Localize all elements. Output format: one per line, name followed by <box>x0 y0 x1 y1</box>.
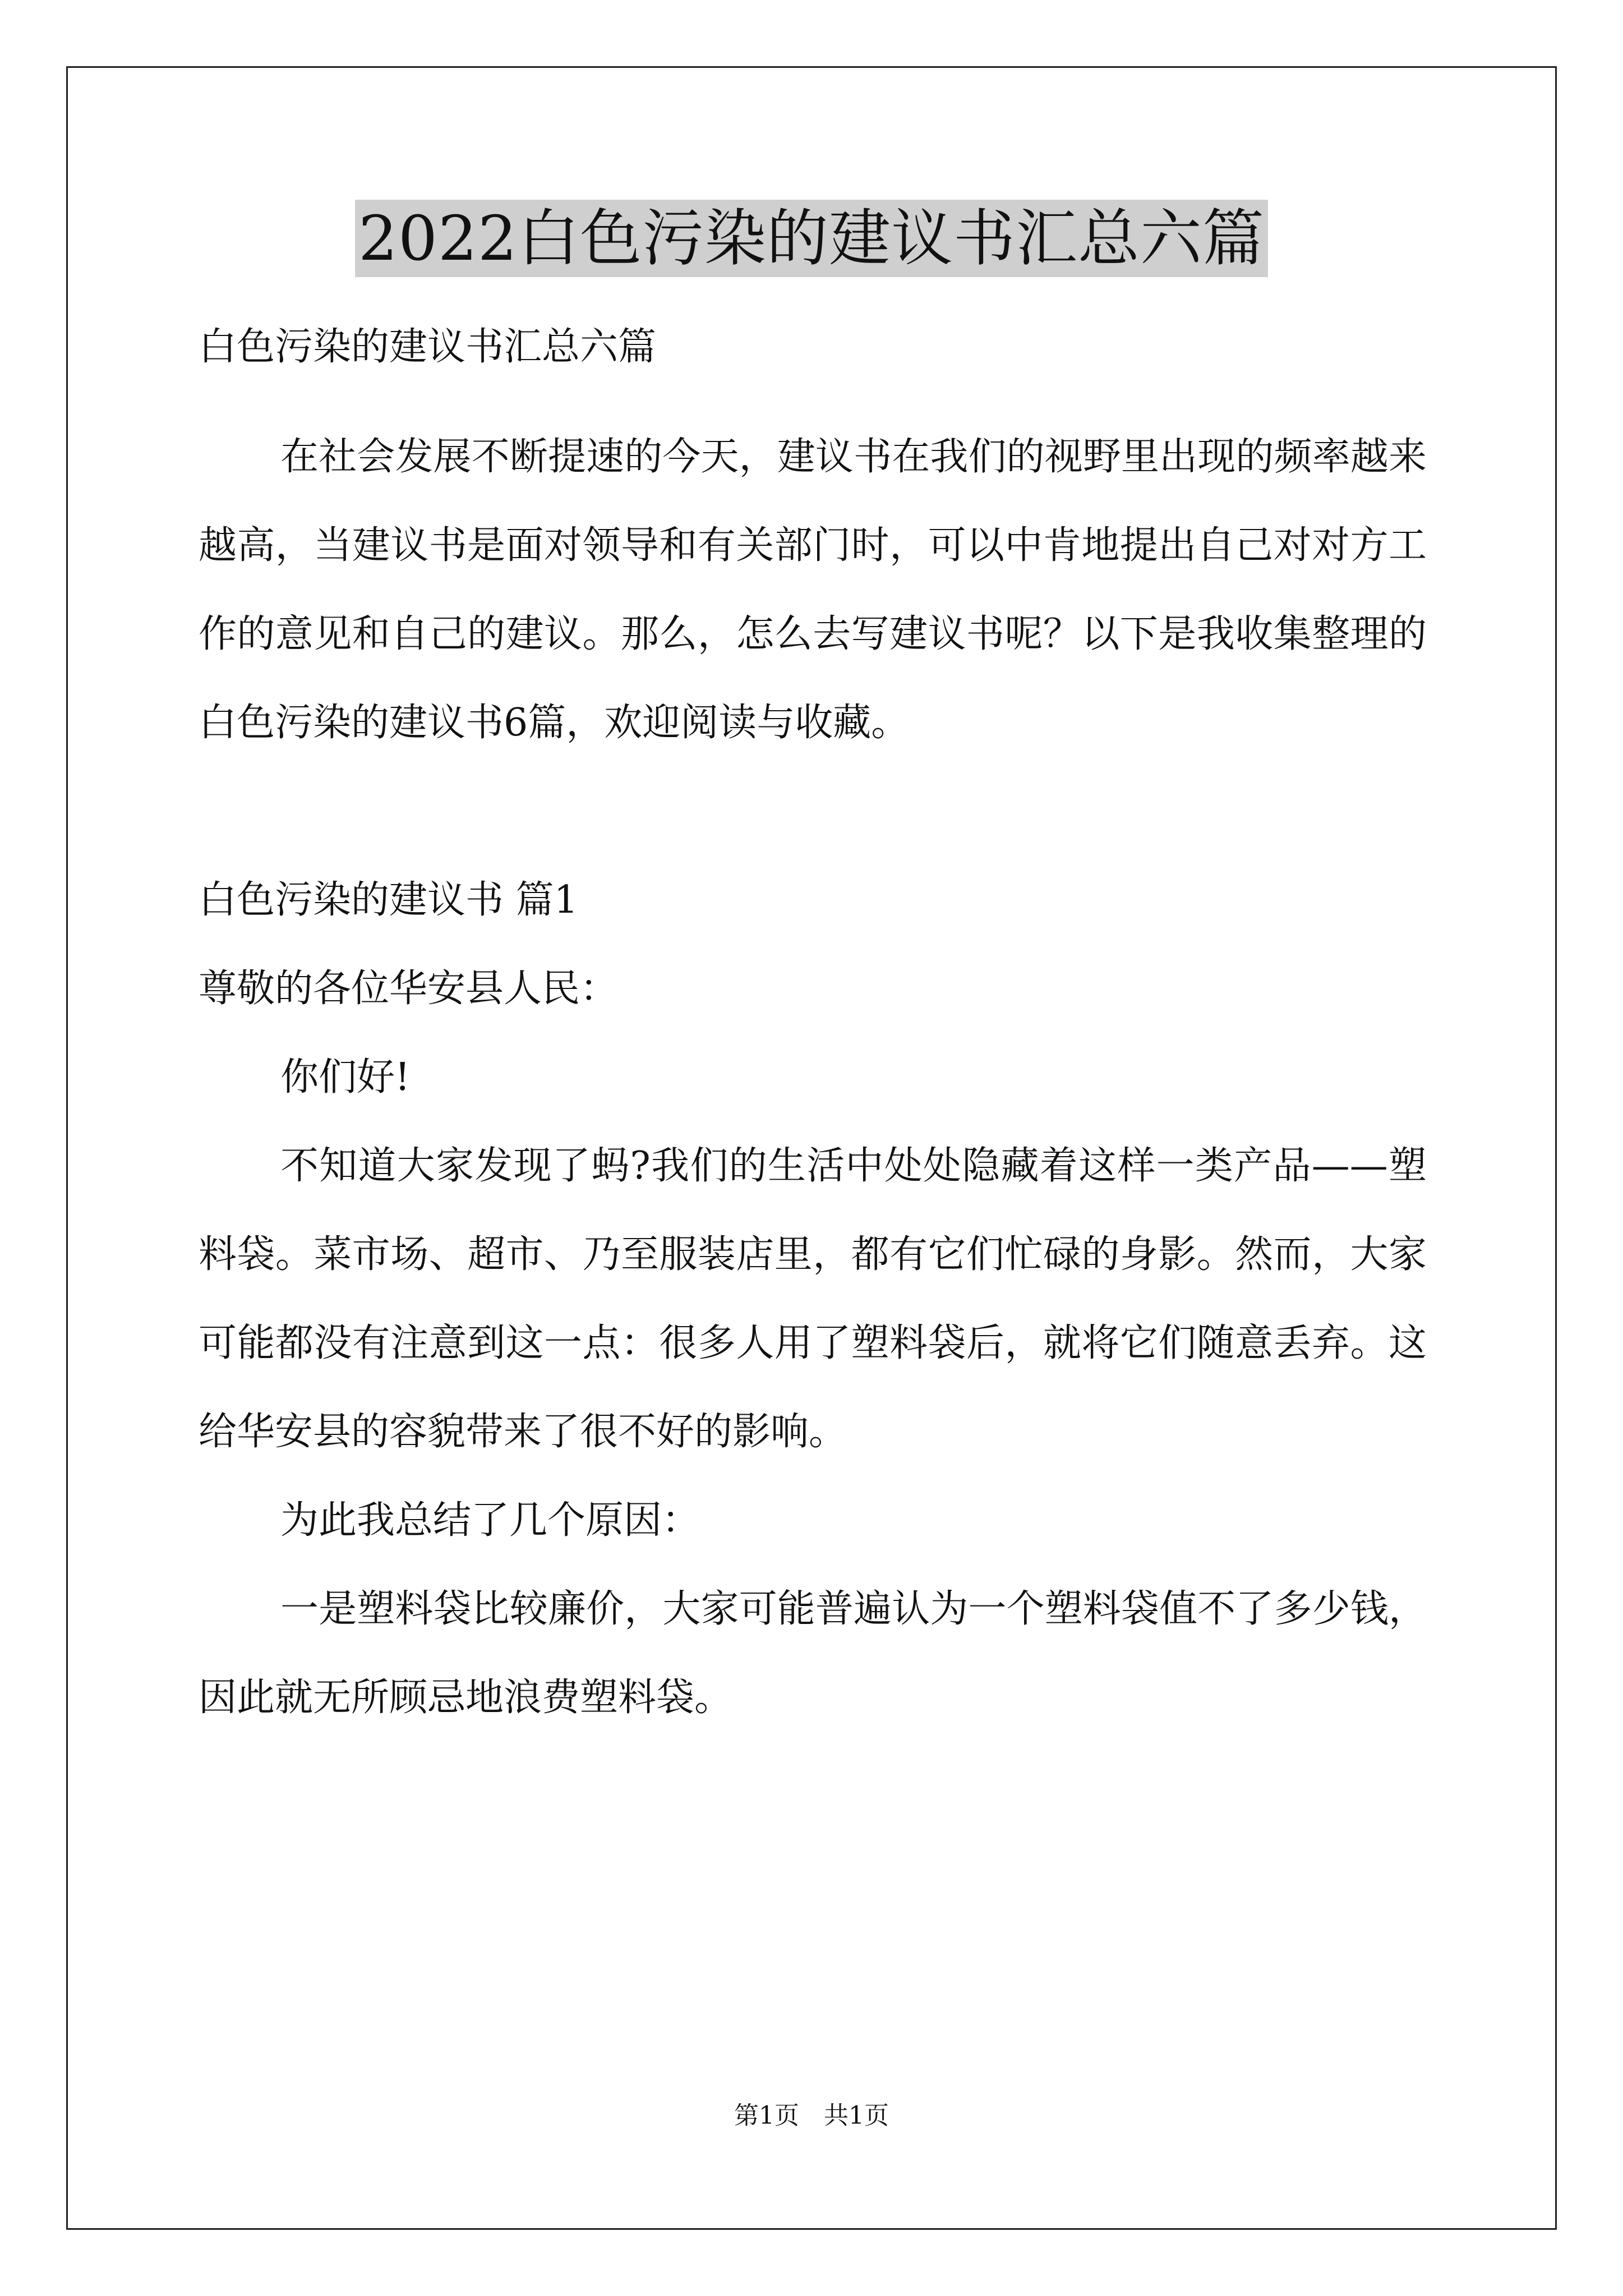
body-paragraph-3: 一是塑料袋比较廉价，大家可能普遍认为一个塑料袋值不了多少钱，因此就无所顾忌地浪费塑料袋。 <box>199 1587 1427 1720</box>
page-footer <box>0 2099 1623 2133</box>
page-total: 共1页 <box>824 2101 889 2130</box>
document-body <box>199 303 1427 1742</box>
body-paragraph-2: 为此我总结了几个原因： <box>280 1498 700 1543</box>
subtitle: 白色污染的建议书汇总六篇 <box>199 325 657 369</box>
title-container <box>0 200 1623 277</box>
salutation: 尊敬的各位华安县人民： <box>199 967 619 1011</box>
body-paragraph-1: 不知道大家发现了蚂?我们的生活中处处隐藏着这样一类产品——塑料袋。菜市场、超市、乃至服装店里，都有它们忙碌的身影。然而，大家可能都没有注意到这一点：很多人用了塑料袋后，就将它们随意丢弃。这给华安县的容貌带来了很不好的影响。 <box>199 1144 1427 1454</box>
document-title: 2022白色污染的建议书汇总六篇 <box>355 200 1268 277</box>
section-heading: 白色污染的建议书 篇1 <box>199 878 578 922</box>
intro-paragraph: 在社会发展不断提速的今天，建议书在我们的视野里出现的频率越来越高，当建议书是面对领导和有关部门时，可以中肯地提出自己对对方工作的意见和自己的建议。那么，怎么去写建议书呢？以下是我收集整理的白色污染的建议书6篇，欢迎阅读与收藏。 <box>199 435 1427 745</box>
greeting: 你们好! <box>280 1055 411 1099</box>
page-number: 第1页 <box>734 2101 799 2130</box>
